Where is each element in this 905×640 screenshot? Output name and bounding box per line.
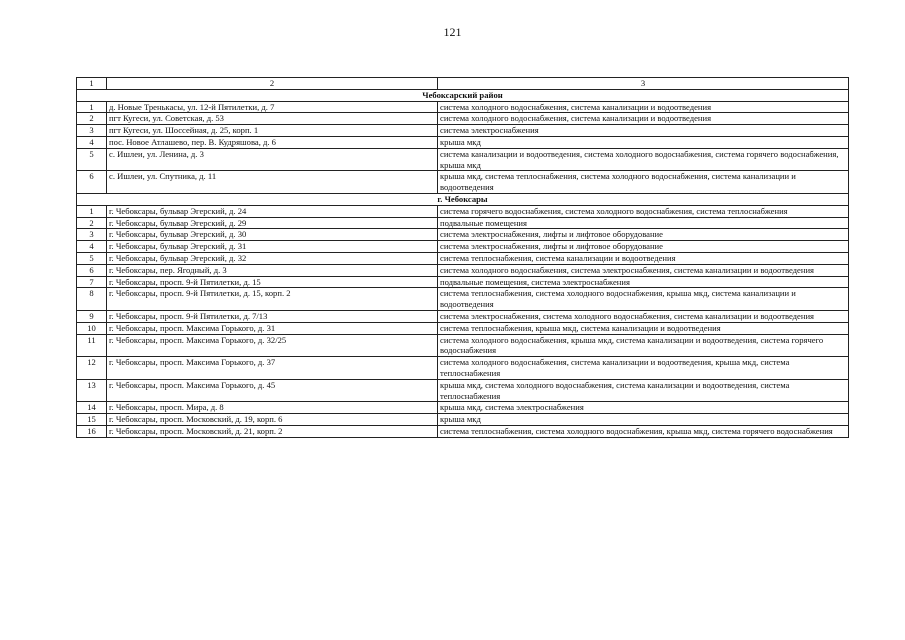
table-row bbox=[77, 241, 849, 253]
address-cell: г. Чебоксары, просп. Московский, д. 19, корп. 6 bbox=[107, 414, 438, 426]
table-row bbox=[77, 288, 849, 311]
address-cell: пгт Кугеси, ул. Советская, д. 53 bbox=[107, 113, 438, 125]
address-cell: г. Чебоксары, просп. Московский, д. 21, корп. 2 bbox=[107, 425, 438, 437]
address-cell: г. Чебоксары, просп. 9-й Пятилетки, д. 7/13 bbox=[107, 310, 438, 322]
address-cell: пос. Новое Атлашево, пер. В. Кудряшова, д. 6 bbox=[107, 136, 438, 148]
row-number: 16 bbox=[77, 425, 107, 437]
systems-cell: система теплоснабжения, крыша мкд, система канализации и водоотведения bbox=[438, 322, 849, 334]
column-number-1: 1 bbox=[77, 78, 107, 90]
column-number-3: 3 bbox=[438, 78, 849, 90]
systems-cell: подвальные помещения, система электроснабжения bbox=[438, 276, 849, 288]
page-number: 121 bbox=[443, 25, 462, 39]
address-cell: г. Чебоксары, просп. Максима Горького, д. 37 bbox=[107, 357, 438, 380]
systems-cell: система горячего водоснабжения, система холодного водоснабжения, система теплоснабжения bbox=[438, 205, 849, 217]
address-cell: с. Ишлеи, ул. Ленина, д. 3 bbox=[107, 148, 438, 171]
systems-cell: система теплоснабжения, система канализации и водоотведения bbox=[438, 252, 849, 264]
section-header-row bbox=[77, 89, 849, 101]
address-cell: пгт Кугеси, ул. Шоссейная, д. 25, корп. 1 bbox=[107, 125, 438, 137]
row-number: 13 bbox=[77, 379, 107, 402]
table-row bbox=[77, 357, 849, 380]
row-number: 5 bbox=[77, 148, 107, 171]
table-row bbox=[77, 414, 849, 426]
systems-cell: система холодного водоснабжения, система канализации и водоотведения bbox=[438, 113, 849, 125]
address-cell: с. Ишлеи, ул. Спутника, д. 11 bbox=[107, 171, 438, 194]
systems-cell: система электроснабжения bbox=[438, 125, 849, 137]
row-number: 2 bbox=[77, 217, 107, 229]
table-row bbox=[77, 101, 849, 113]
systems-cell: система электроснабжения, лифты и лифтовое оборудование bbox=[438, 229, 849, 241]
table-row bbox=[77, 113, 849, 125]
systems-cell: система электроснабжения, система холодного водоснабжения, система канализации и водоотведения bbox=[438, 310, 849, 322]
address-cell: г. Чебоксары, просп. Максима Горького, д. 32/25 bbox=[107, 334, 438, 357]
systems-cell: система холодного водоснабжения, система канализации и водоотведения bbox=[438, 101, 849, 113]
address-cell: г. Чебоксары, пер. Ягодный, д. 3 bbox=[107, 264, 438, 276]
row-number: 10 bbox=[77, 322, 107, 334]
address-cell: г. Чебоксары, бульвар Эгерский, д. 29 bbox=[107, 217, 438, 229]
row-number: 14 bbox=[77, 402, 107, 414]
row-number: 3 bbox=[77, 125, 107, 137]
row-number: 15 bbox=[77, 414, 107, 426]
table-row bbox=[77, 148, 849, 171]
address-cell: г. Чебоксары, просп. 9-й Пятилетки, д. 15, корп. 2 bbox=[107, 288, 438, 311]
row-number: 3 bbox=[77, 229, 107, 241]
address-cell: д. Новые Тренькасы, ул. 12-й Пятилетки, д. 7 bbox=[107, 101, 438, 113]
row-number: 6 bbox=[77, 264, 107, 276]
row-number: 6 bbox=[77, 171, 107, 194]
systems-cell: система холодного водоснабжения, система электроснабжения, система канализации и водоотведения bbox=[438, 264, 849, 276]
address-cell: г. Чебоксары, бульвар Эгерский, д. 24 bbox=[107, 205, 438, 217]
table-row bbox=[77, 171, 849, 194]
row-number: 8 bbox=[77, 288, 107, 311]
register-table bbox=[76, 77, 849, 438]
section-title: г. Чебоксары bbox=[77, 193, 849, 205]
row-number: 5 bbox=[77, 252, 107, 264]
row-number: 12 bbox=[77, 357, 107, 380]
systems-cell: система электроснабжения, лифты и лифтовое оборудование bbox=[438, 241, 849, 253]
row-number: 7 bbox=[77, 276, 107, 288]
address-cell: г. Чебоксары, просп. Максима Горького, д. 45 bbox=[107, 379, 438, 402]
row-number: 1 bbox=[77, 205, 107, 217]
table-row bbox=[77, 205, 849, 217]
table-row bbox=[77, 402, 849, 414]
address-cell: г. Чебоксары, просп. Мира, д. 8 bbox=[107, 402, 438, 414]
systems-cell: система канализации и водоотведения, система холодного водоснабжения, система горячего водоснабжения, крыша мкд bbox=[438, 148, 849, 171]
systems-cell: система холодного водоснабжения, крыша мкд, система канализации и водоотведения, система горячего водоснабжения bbox=[438, 334, 849, 357]
section-title: Чебоксарский район bbox=[77, 89, 849, 101]
systems-cell: система теплоснабжения, система холодного водоснабжения, крыша мкд, система канализации и водоотведения bbox=[438, 288, 849, 311]
table-row bbox=[77, 276, 849, 288]
row-number: 2 bbox=[77, 113, 107, 125]
systems-cell: крыша мкд bbox=[438, 136, 849, 148]
table-row bbox=[77, 229, 849, 241]
systems-cell: крыша мкд, система теплоснабжения, система холодного водоснабжения, система канализации и водоотведения bbox=[438, 171, 849, 194]
address-cell: г. Чебоксары, бульвар Эгерский, д. 31 bbox=[107, 241, 438, 253]
column-number-row bbox=[77, 78, 849, 90]
systems-cell: система холодного водоснабжения, система канализации и водоотведения, крыша мкд, система теплоснабжения bbox=[438, 357, 849, 380]
column-number-2: 2 bbox=[107, 78, 438, 90]
table-row bbox=[77, 310, 849, 322]
systems-cell: система теплоснабжения, система холодного водоснабжения, крыша мкд, система горячего водоснабжения bbox=[438, 425, 849, 437]
table-row bbox=[77, 136, 849, 148]
address-cell: г. Чебоксары, просп. Максима Горького, д. 31 bbox=[107, 322, 438, 334]
address-cell: г. Чебоксары, просп. 9-й Пятилетки, д. 15 bbox=[107, 276, 438, 288]
systems-cell: подвальные помещения bbox=[438, 217, 849, 229]
row-number: 11 bbox=[77, 334, 107, 357]
row-number: 1 bbox=[77, 101, 107, 113]
row-number: 4 bbox=[77, 241, 107, 253]
systems-cell: крыша мкд, система электроснабжения bbox=[438, 402, 849, 414]
table-row bbox=[77, 334, 849, 357]
row-number: 4 bbox=[77, 136, 107, 148]
section-header-row bbox=[77, 193, 849, 205]
register-table-body bbox=[77, 78, 849, 438]
table-row bbox=[77, 217, 849, 229]
table-row bbox=[77, 125, 849, 137]
systems-cell: крыша мкд, система холодного водоснабжения, система канализации и водоотведения, система теплоснабжения bbox=[438, 379, 849, 402]
table-row bbox=[77, 425, 849, 437]
table-row bbox=[77, 379, 849, 402]
table-row bbox=[77, 252, 849, 264]
address-cell: г. Чебоксары, бульвар Эгерский, д. 32 bbox=[107, 252, 438, 264]
table-row bbox=[77, 264, 849, 276]
row-number: 9 bbox=[77, 310, 107, 322]
systems-cell: крыша мкд bbox=[438, 414, 849, 426]
table-row bbox=[77, 322, 849, 334]
address-cell: г. Чебоксары, бульвар Эгерский, д. 30 bbox=[107, 229, 438, 241]
